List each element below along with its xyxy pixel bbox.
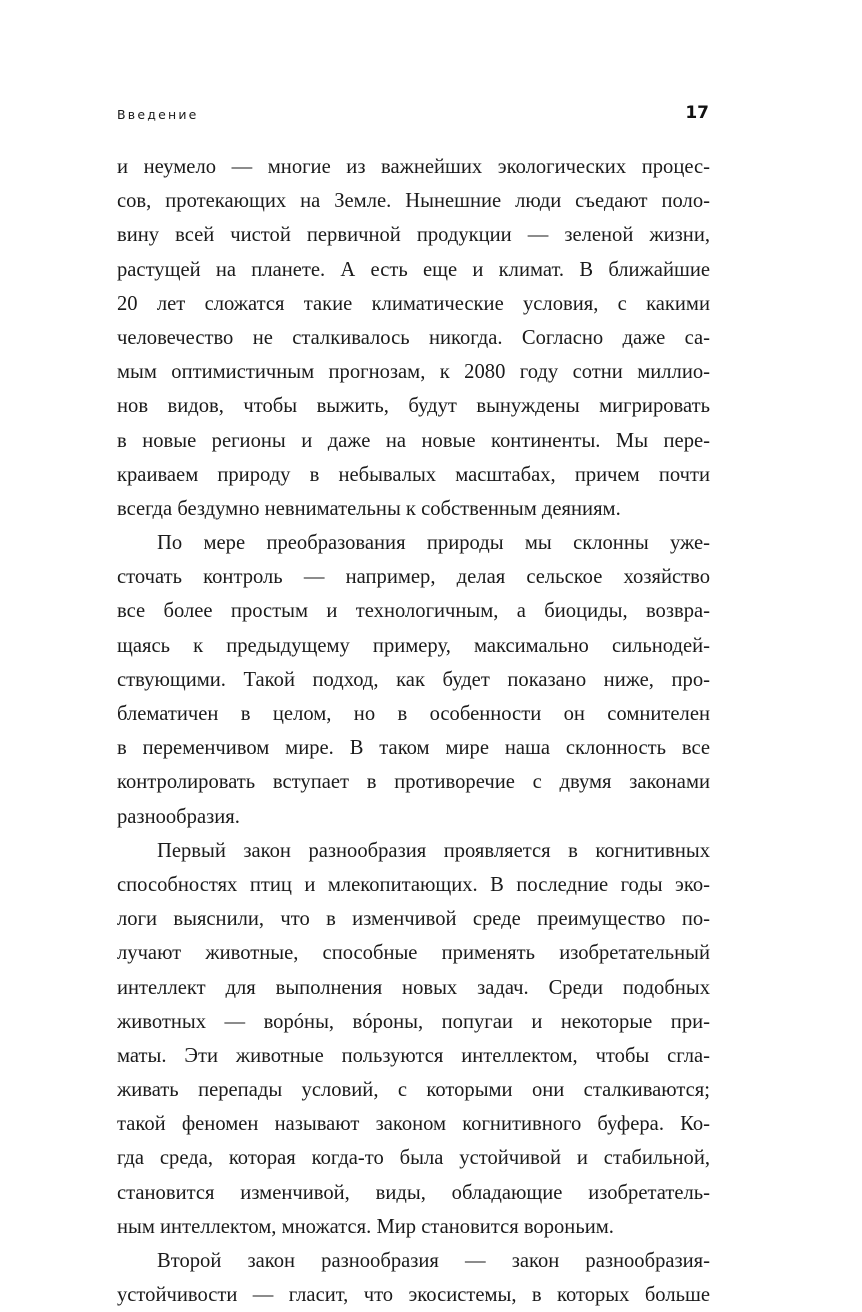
text-line: блематичен в целом, но в особенности он сомнителен	[117, 703, 710, 725]
text-line: сточать контроль — например, делая сельское хозяйство	[117, 566, 710, 589]
text-line: 20 лет сложатся такие климатические условия, с какими	[117, 292, 710, 315]
text-line: маты. Эти животные пользуются интеллектом, чтобы сгла-	[117, 1044, 710, 1067]
text-line: Первый закон разнообразия проявляется в когнитивных	[157, 839, 710, 862]
text-line: и неумело — многие из важнейших экологических процес-	[117, 156, 710, 178]
text-line: вину всей чистой первичной продукции — зеленой жизни,	[117, 224, 710, 247]
paragraph	[117, 1244, 710, 1312]
text-line: Второй закон разнообразия — закон разнообразия-	[157, 1250, 710, 1272]
text-line: живать перепады условий, с которыми они сталкиваются;	[117, 1079, 710, 1102]
text-line: устойчивости — гласит, что экосистемы, в которых больше	[117, 1284, 710, 1307]
text-line: в переменчивом мире. В таком мире наша склонность все	[117, 737, 710, 760]
text-line: ным интеллектом, множатся. Мир становится вороньим.	[117, 1215, 614, 1238]
text-line: нов видов, чтобы выжить, будут вынуждены мигрировать	[117, 395, 710, 418]
page-number: 17	[685, 103, 709, 123]
running-title: Введение	[117, 107, 199, 122]
body-text	[117, 150, 710, 1312]
paragraph	[117, 526, 710, 834]
text-line: По мере преобразования природы мы склонны уже-	[157, 532, 710, 555]
text-line: ствующими. Такой подход, как будет показано ниже, про-	[117, 668, 710, 691]
text-line: все более простым и технологичным, а биоциды, возвра-	[117, 600, 710, 623]
text-line: такой феномен называют законом когнитивного буфера. Ко-	[117, 1113, 710, 1136]
text-line: человечество не сталкивалось никогда. Согласно даже са-	[117, 326, 710, 349]
text-line: лучают животные, способные применять изобретательный	[117, 942, 710, 965]
text-line: способностях птиц и млекопитающих. В последние годы эко-	[117, 873, 710, 896]
text-line: животных — ворóны, вóроны, попугаи и некоторые при-	[117, 1010, 710, 1033]
text-line: интеллект для выполнения новых задач. Среди подобных	[117, 976, 710, 999]
text-line: контролировать вступает в противоречие с двумя законами	[117, 771, 710, 794]
text-line: сов, протекающих на Земле. Нынешние люди съедают поло-	[117, 190, 710, 213]
text-line: щаясь к предыдущему примеру, максимально сильнодей-	[117, 634, 710, 657]
text-line: краиваем природу в небывалых масштабах, причем почти	[117, 463, 710, 486]
text-line: становится изменчивой, виды, обладающие изобретатель-	[117, 1181, 710, 1204]
text-line: гда среда, которая когда-то была устойчивой и стабильной,	[117, 1147, 710, 1170]
text-line: разнообразия.	[117, 805, 240, 828]
text-line: мым оптимистичным прогнозам, к 2080 году сотни миллио-	[117, 361, 710, 384]
text-line: растущей на планете. А есть еще и климат. В ближайшие	[117, 258, 710, 281]
text-line: всегда бездумно невнимательны к собственным деяниям.	[117, 497, 621, 520]
text-line: в новые регионы и даже на новые континенты. Мы пере-	[117, 429, 710, 452]
paragraph	[117, 150, 710, 526]
paragraph	[117, 834, 710, 1244]
text-line: логи выяснили, что в изменчивой среде преимущество по-	[117, 908, 710, 931]
